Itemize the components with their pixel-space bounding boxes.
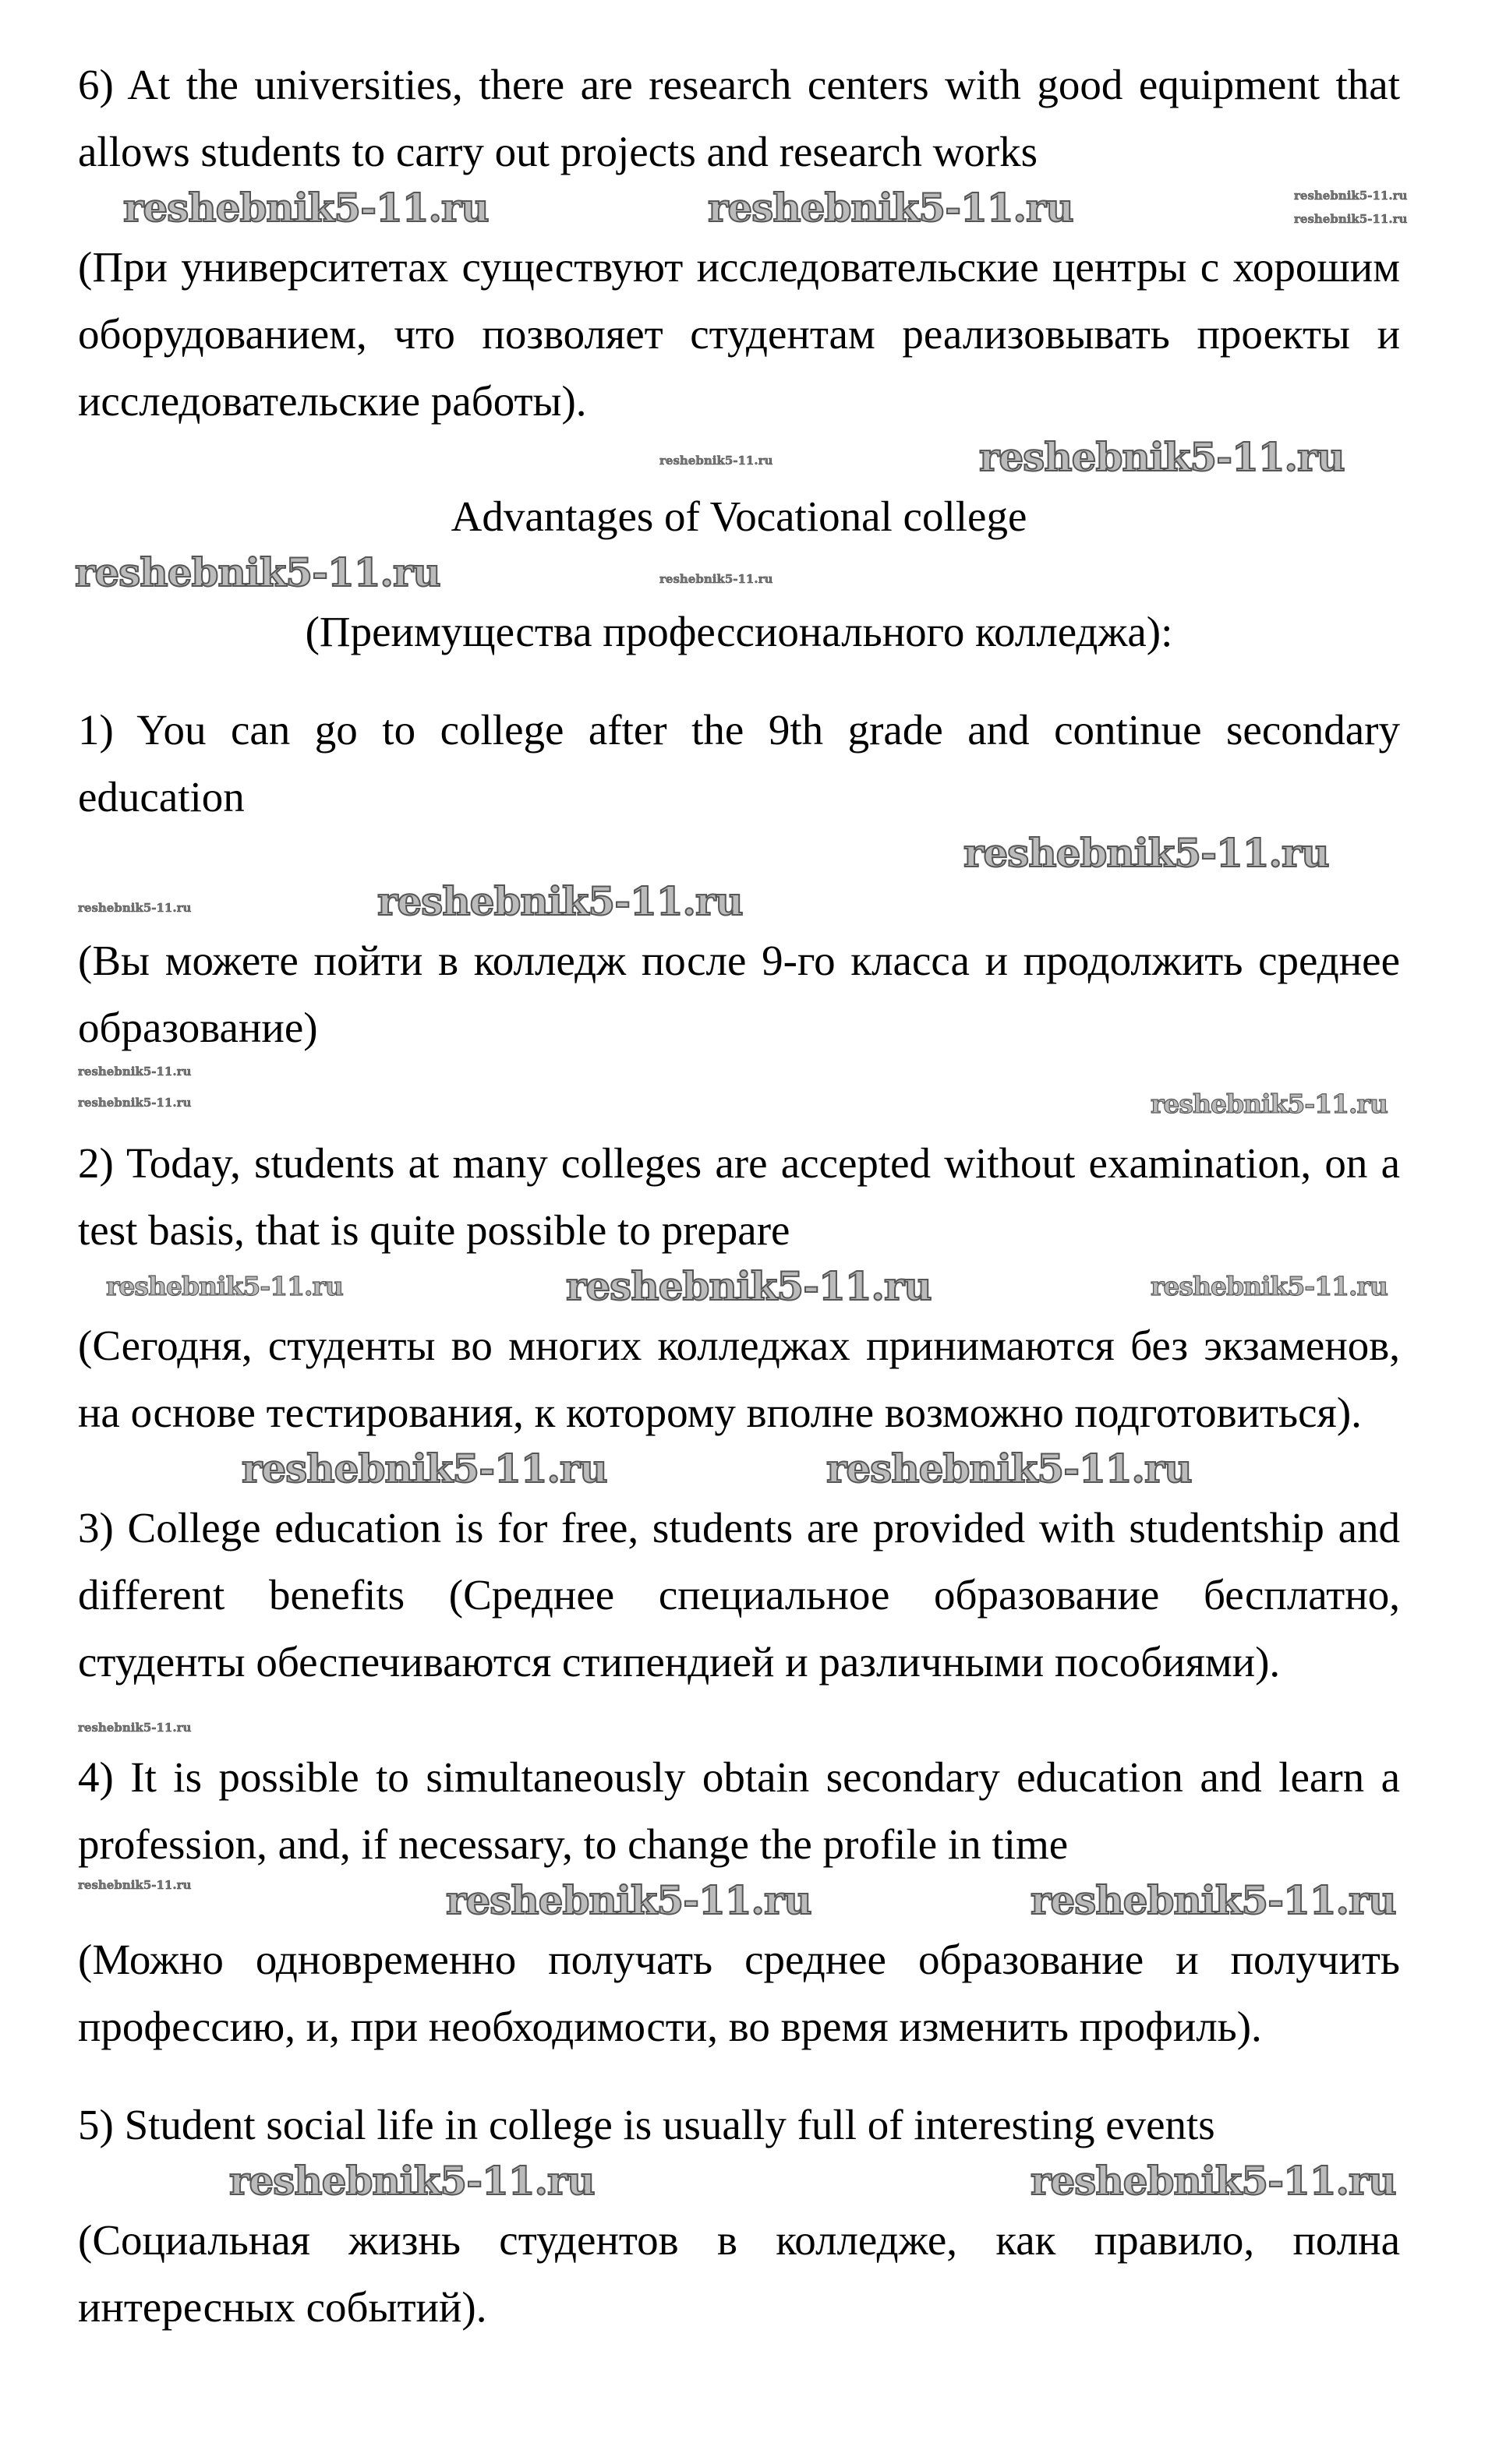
paragraph-en-6: 6) At the universities, there are research centers with good equipment that allows students to carry out projects and research works — [78, 61, 1400, 175]
watermark: reshebnik5-11.ru — [708, 185, 1073, 231]
watermark: reshebnik5-11.ru — [1031, 2158, 1396, 2204]
watermark: reshebnik5-11.ru — [78, 1878, 192, 1892]
watermark-row — [78, 2159, 1400, 2207]
watermark: reshebnik5-11.ru — [106, 1271, 343, 1301]
paragraph-en-5: 5) Student social life in college is usually full of interesting events — [78, 2101, 1215, 2148]
watermark-row — [78, 1878, 1400, 1926]
watermark: reshebnik5-11.ru — [242, 1446, 607, 1491]
section-heading-ru: (Преимущества профессионального колледжа): — [305, 608, 1173, 655]
watermark: reshebnik5-11.ru — [377, 878, 743, 924]
watermark-row — [78, 879, 1400, 927]
watermark-row — [75, 549, 1400, 598]
paragraph-ru-2: (Сегодня, студенты во многих колледжах принимаются без экзаменов, на основе тестирования, к которому вполне возможно подготовиться). — [78, 1322, 1400, 1436]
watermark-row — [78, 185, 1408, 234]
watermark: reshebnik5-11.ru — [446, 1877, 811, 1923]
watermark-row — [78, 1082, 1400, 1130]
paragraph-ru-4: (Можно одновременно получать среднее образование и получить профессию, и, при необходимости, во время изменить профиль). — [78, 1936, 1400, 2050]
watermark: reshebnik5-11.ru — [78, 901, 192, 915]
watermark-row — [78, 1061, 1400, 1082]
paragraph-ru-5: (Социальная жизнь студентов в колледже, как правило, полна интересных событий). — [78, 2216, 1400, 2331]
watermark: reshebnik5-11.ru — [78, 1721, 192, 1735]
paragraph-3: 3) College education is for free, students are provided with studentship and different benefits (Среднее специальное образование бесплатно, студенты обеспечиваются стипендией и различными пособиями). — [78, 1504, 1400, 1686]
watermark: reshebnik5-11.ru — [659, 572, 773, 586]
paragraph-en-4: 4) It is possible to simultaneously obtain secondary education and learn a profession, and, if necessary, to change the profile in time — [78, 1753, 1400, 1868]
section-heading: Advantages of Vocational college — [451, 492, 1027, 540]
watermark: reshebnik5-11.ru — [1294, 212, 1408, 226]
watermark: reshebnik5-11.ru — [123, 185, 489, 231]
watermark-row — [78, 1264, 1400, 1312]
watermark: reshebnik5-11.ru — [826, 1446, 1192, 1491]
paragraph-ru-1: (Вы можете пойти в колледж после 9-го класса и продолжить среднее образование) — [78, 937, 1400, 1051]
watermark: reshebnik5-11.ru — [78, 1096, 192, 1110]
paragraph-en-1: 1) You can go to college after the 9th grade and continue secondary education — [78, 706, 1400, 821]
watermark: reshebnik5-11.ru — [566, 1263, 932, 1309]
watermark-row — [78, 1446, 1400, 1495]
watermark-row — [78, 1696, 1400, 1744]
watermark: reshebnik5-11.ru — [1151, 1271, 1388, 1301]
watermark: reshebnik5-11.ru — [963, 830, 1329, 876]
watermark: reshebnik5-11.ru — [1151, 1089, 1388, 1119]
watermark-row — [78, 831, 1400, 879]
paragraph-en-2: 2) Today, students at many colleges are accepted without examination, on a test basis, that is quite possible to prepare — [78, 1139, 1400, 1254]
watermark: reshebnik5-11.ru — [1031, 1877, 1396, 1923]
watermark-row — [78, 435, 1400, 483]
watermark: reshebnik5-11.ru — [229, 2158, 595, 2204]
watermark: reshebnik5-11.ru — [78, 1064, 192, 1078]
watermark: reshebnik5-11.ru — [979, 434, 1345, 480]
watermark: reshebnik5-11.ru — [1294, 189, 1408, 203]
paragraph-ru-6: (При университетах существуют исследовательские центры с хорошим оборудованием, что позволяет студентам реализовывать проекты и исследовательские работы). — [78, 243, 1400, 425]
watermark: reshebnik5-11.ru — [75, 549, 440, 595]
watermark: reshebnik5-11.ru — [659, 454, 773, 468]
